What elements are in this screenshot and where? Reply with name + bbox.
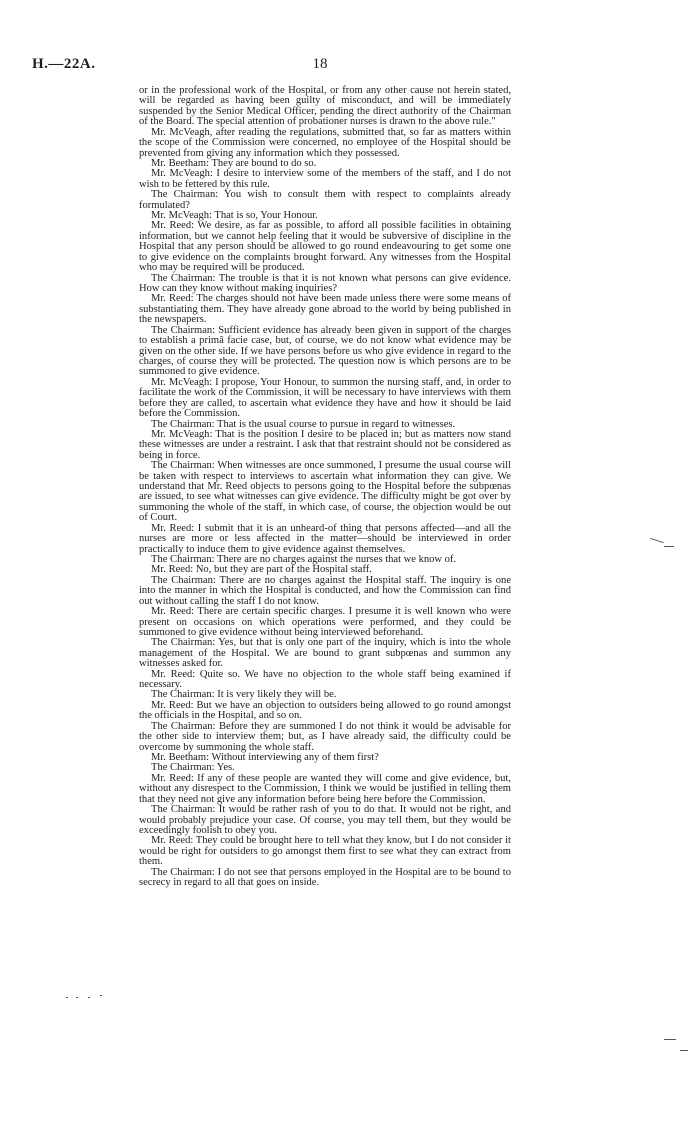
- transcript-paragraph: or in the professional work of the Hospital, or from any other cause not herein stated, will be regarded as having been guilty of misconduct, and will be immediately suspended by the Senior Medical Officer, pending the direct authority of the Chairman of the Board. The special attention of probationer nurses is drawn to the above rule.": [139, 85, 511, 128]
- margin-mark: [66, 997, 68, 998]
- transcript-paragraph: The Chairman: Yes, but that is only one part of the inquiry, which is into the whole management of the Hospital. We are bound to grant subpœnas and summon any witnesses asked for.: [139, 637, 511, 670]
- transcript-paragraph: Mr. Reed: But we have an objection to outsiders being allowed to go round amongst the officials in the Hospital, and so on.: [139, 699, 511, 722]
- transcript-paragraph: The Chairman: Sufficient evidence has already been given in support of the charges to establish a primâ facie case, but, of course, we do not know what evidence may be given on the other side. If we have persons before us who give evidence in regard to the charges, of course they will be protected. The question now is which persons are to be summoned to give evidence.: [139, 324, 511, 378]
- page-number: 18: [312, 56, 328, 72]
- transcript-paragraph: Mr. Reed: We desire, as far as possible, to afford all possible facilities in obtaining information, but we cannot help feeling that it would be subversive of discipline in the Hospital that any person should be allowed to go round endeavouring to get some one to give evidence on the complaints brought forward. Any witnesses from the Hospital who may be required will be produced.: [139, 220, 511, 274]
- transcript-paragraph: The Chairman: That is the usual course to pursue in regard to witnesses.: [151, 418, 456, 430]
- transcript-paragraph: Mr. Beetham: Without interviewing any of them first?: [151, 752, 379, 763]
- transcript-paragraph: Mr. Reed: If any of these people are wanted they will come and give evidence, but, without any disrespect to the Commission, I think we would be justified in telling them that they need not give any information before being here before the Commission.: [139, 772, 511, 805]
- margin-mark: [680, 1050, 688, 1051]
- transcript-paragraph: Mr. Reed: They could be brought here to tell what they know, but I do not consider it would be right for outsiders to go amongst them first to see what they can extract from them.: [139, 835, 511, 868]
- transcript-paragraph: Mr. Reed: There are certain specific charges. I presume it is well known who were present on occasions on which operations were performed, and they could be summoned to give evidence without being interviewed beforehand.: [139, 606, 511, 638]
- margin-mark: [650, 538, 664, 543]
- margin-mark: [76, 997, 78, 998]
- transcript-body: [139, 86, 511, 888]
- transcript-paragraph: Mr. Beetham: They are bound to do so.: [151, 157, 317, 169]
- transcript-paragraph: Mr. McVeagh: I desire to interview some of the members of the staff, and I do not wish to be fettered by this rule.: [139, 168, 511, 190]
- transcript-paragraph: The Chairman: Yes.: [151, 762, 235, 774]
- transcript-paragraph: Mr. McVeagh: That is the position I desire to be placed in; but as matters now stand these witnesses are under a restraint. I ask that that restraint should not be considered as being in force.: [139, 428, 511, 461]
- transcript-paragraph: Mr. McVeagh: I propose, Your Honour, to summon the nursing staff, and, in order to facilitate the work of the Commission, it will be necessary to have interviews with them before they are called, to ascertain what evidence they have and how it should be laid before the Commission.: [139, 376, 511, 420]
- transcript-paragraph: Mr. Reed: The charges should not have been made unless there were some means of substantiating them. They have already gone abroad to the world by being published in the newspapers.: [139, 293, 511, 326]
- document-code: H.—22A.: [32, 56, 96, 72]
- transcript-paragraph: Mr. McVeagh, after reading the regulations, submitted that, so far as matters within the scope of the Commission were concerned, no employee of the Hospital should be prevented from giving any information which they possessed.: [139, 126, 511, 159]
- transcript-paragraph: The Chairman: There are no charges against the nurses that we know of.: [151, 553, 457, 565]
- transcript-paragraph: Mr. Reed: No, but they are part of the Hospital staff.: [151, 564, 372, 576]
- margin-mark: [88, 997, 90, 998]
- margin-mark: [664, 1039, 676, 1040]
- transcript-paragraph: Mr. McVeagh: That is so, Your Honour.: [151, 210, 318, 222]
- margin-mark: [664, 546, 674, 547]
- page-header: [0, 56, 700, 76]
- transcript-paragraph: Mr. Reed: I submit that it is an unheard-of thing that persons affected—and all the nurses are more or less affected in the matter—should be interviewed in order practically to induce them to give evidence against themselves.: [139, 522, 511, 555]
- transcript-paragraph: The Chairman: It is very likely they will be.: [151, 689, 337, 701]
- transcript-paragraph: The Chairman: Before they are summoned I do not think it would be advisable for the other side to interview them; but, as I have already said, the difficulty could be overcome by summoning the whole staff.: [139, 720, 511, 753]
- transcript-paragraph: The Chairman: When witnesses are once summoned, I presume the usual course will be taken with respect to interviews to ascertain what information they can give. We understand that Mr. Reed objects to persons going to the Hospital before the subpœnas are issued, to see what witnesses can give evidence. The difficulty might be got over by summoning the whole of the staff, in which case, of course, the objection would be out of Court.: [139, 460, 511, 524]
- transcript-paragraph: The Chairman: You wish to consult them with respect to complaints already formulated?: [139, 189, 511, 211]
- transcript-paragraph: Mr. Reed: Quite so. We have no objection to the whole staff being examined if necessary.: [139, 668, 511, 691]
- transcript-paragraph: The Chairman: It would be rather rash of you to do that. It would not be right, and would probably prejudice your case. Of course, you may tell them, but they would be exceedingly foolish to obey you.: [139, 804, 511, 836]
- transcript-paragraph: The Chairman: I do not see that persons employed in the Hospital are to be bound to secrecy in regard to all that goes on inside.: [139, 866, 511, 889]
- transcript-paragraph: The Chairman: There are no charges against the Hospital staff. The inquiry is one into the manner in which the Hospital is conducted, and how the Commission can find out without calling the staff I do not know.: [139, 574, 511, 607]
- margin-mark: [100, 995, 102, 996]
- transcript-paragraph: The Chairman: The trouble is that it is not known what persons can give evidence. How can they know without making inquiries?: [139, 272, 511, 295]
